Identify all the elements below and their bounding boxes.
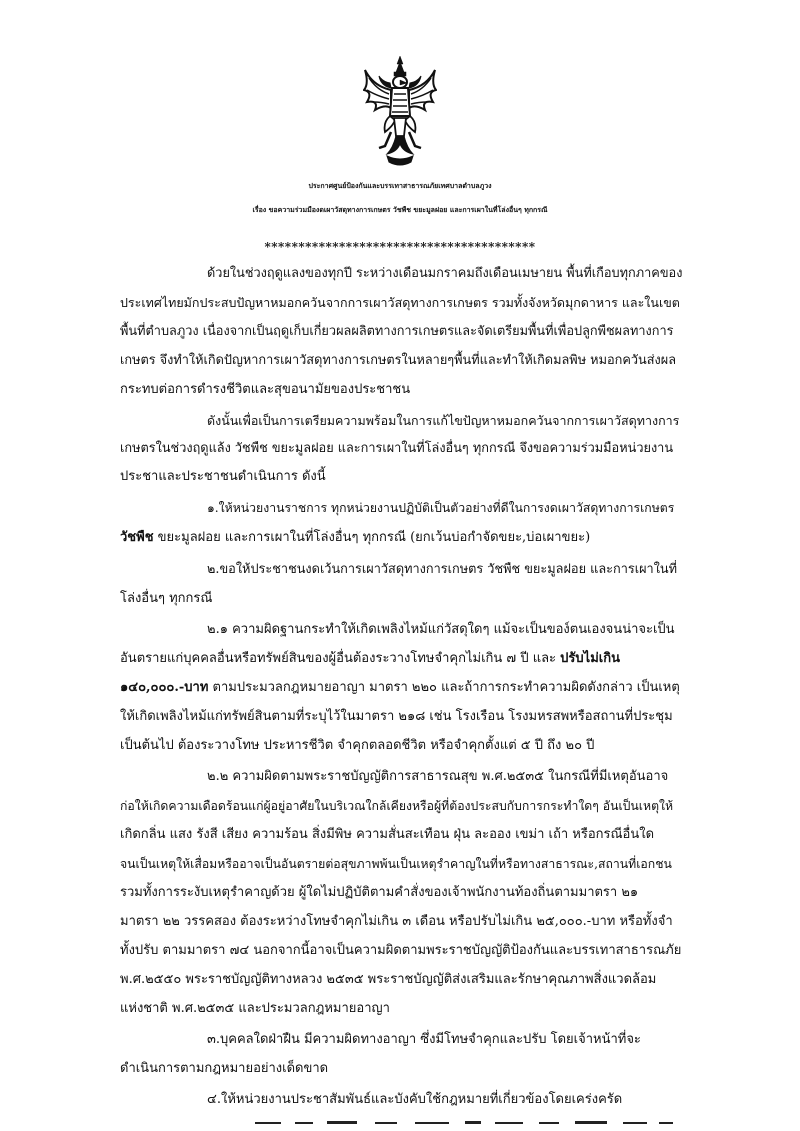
garuda-emblem-icon (363, 56, 437, 168)
bold-text: ปรับไม่เกิน (560, 651, 620, 666)
item-2-2-line: พ.ศ.๒๕๕๐ พระราชบัญญัติทางหลวง ๒๕๓๕ พระราชบัญญัติส่งเสริมและรักษาคุณภาพสิ่งแวดล้อม (120, 972, 657, 987)
item-2-2-line: แห่งชาติ พ.ศ.๒๕๓๕ และประมวลกฎหมายอาญา (120, 1001, 390, 1016)
item-2-2-line: รวมทั้งการระงับเหตุรำคาญด้วย ผู้ใดไม่ปฏิบัติตามคำสั่งของเจ้าพนักงานท้องถิ่นตามมาตรา ๒๑ (120, 885, 639, 900)
item-2-line: โล่งอื่นๆ ทุกกรณี (120, 591, 213, 606)
announcement-subject: เรื่อง ขอความร่วมมืองดเผาวัสดุทางการเกษตร วัชพืช ขยะมูลฝอย และการเผาในที่โล่งอื่นๆ ทุกกรณี (252, 205, 548, 214)
body-line: ประชาและประชาชนดำเนินการ ดังนี้ (120, 469, 326, 484)
announcement-title: ประกาศศูนย์ป้องกันและบรรเทาสาธารณภัยเทศบาลตำบลภูวง (308, 181, 492, 190)
body-line: กระทบต่อการดำรงชีวิตและสุขอนามัยของประชาชน (120, 382, 411, 397)
item-3-line: ๓.บุคคลใดฝ่าฝืน มีความผิดทางอาญา ซึ่งมีโทษจำคุกและปรับ โดยเจ้าหน้าที่จะ (207, 1032, 641, 1047)
body-line: เกษตร จึงทำให้เกิดปัญหาการเผาวัสดุทางการเกษตรในหลายๆพื้นที่และทำให้เกิดมลพิษ หมอกควันส่งผล (120, 353, 677, 368)
item-2-2-line: มาตรา ๒๒ วรรคสอง ต้องระหว่างโทษจำคุกไม่เกิน ๓ เดือน หรือปรับไม่เกิน ๒๕,๐๐๐.-บาท หรือทั้งจำ (120, 914, 673, 929)
body-line: ดังนั้นเพื่อเป็นการเตรียมความพร้อมในการแก้ไขปัญหาหมอกควันจากการเผาวัสดุทางการ (207, 413, 680, 428)
item-2-2-line: เกิดกลิ่น แสง รังสี เสียง ความร้อน สิ่งมีพิษ ความสั่นสะเทือน ฝุ่น ละออง เขม่า เถ้า หรือกรณีอื่นใด (120, 827, 655, 842)
item-4-line: ๔.ให้หน่วยงานประชาสัมพันธ์และบังคับใช้กฎหมายที่เกี่ยวข้องโดยเคร่งครัด (207, 1092, 623, 1107)
body-line: พื้นที่ตำบลภูวง เนื่องจากเป็นฤดูเก็บเกี่ยวผลผลิตทางการเกษตรและจัดเตรียมพื้นที่เพื่อปลูกพืชผลทางการ (120, 324, 674, 339)
item-2-line: ๒.ขอให้ประชาชนงดเว้นการเผาวัสดุทางการเกษตร วัชพืช ขยะมูลฝอย และการเผาในที่ (207, 562, 678, 577)
item-2-1-line: ๒.๑ ความผิดฐานกระทำให้เกิดเพลิงไหม้แก่วัสดุใดๆ แม้จะเป็นของ์ตนเองจนน่าจะเป็น (207, 622, 675, 637)
item-2-2-line: ๒.๒ ความผิดตามพระราชบัญญัติการสาธารณสุข พ.ศ.๒๕๓๕ ในกรณีที่มีเหตุอันอาจ (207, 769, 669, 784)
item-2-1-line: ให้เกิดเพลิงไหม้แก่ทรัพย์สินตามที่ระบุไว้ในมาตรา ๒๑๘ เช่น โรงเรือน โรงมหรสพหรือสถานที่ประชุม (120, 709, 673, 724)
item-2-2-line: ทั้งปรับ ตามมาตรา ๗๔ นอกจากนี้อาจเป็นความผิดตามพระราชบัญญัติป้องกันและบรรเทาสาธารณภัย (120, 943, 682, 958)
separator-line: **************************************** (264, 240, 536, 254)
item-2-1-line (120, 678, 680, 698)
body-line: ด้วยในช่วงฤดูแลงของทุกปี ระหว่างเดือนมกราคมถึงเดือนเมษายน พื้นที่เกือบทุกภาคของ (207, 266, 683, 281)
body-text: ขยะมูลฝอย และการเผาในที่โล่งอื่นๆ ทุกกรณี (ยกเว้นบ่อกำจัดขยะ,บ่อเผาขยะ) (153, 530, 591, 545)
bold-text: ๑๔๐,๐๐๐.-บาท (120, 680, 209, 695)
item-2-2-line: จนเป็นเหตุให้เสื่อมหรืออาจเป็นอันตรายต่อสุขภาพพ้นเป็นเหตุรำคาญในที่หรือทางสาธารณะ,สถานที่เอกชน (120, 857, 672, 871)
body-line: ประเทศไทยมักประสบปัญหาหมอกควันจากการเผาวัสดุทางการเกษตร รวมทั้งจังหวัดมุกดาหาร และในเขต (120, 295, 680, 310)
cut-off-text-fragment (255, 1120, 675, 1124)
body-line: เกษตรในช่วงฤดูแล้ง วัชพืช ขยะมูลฝอย และการเผาในที่โล่งอื่นๆ ทุกกรณี จึงขอความร่วมมือหน่วยงาน (120, 441, 674, 456)
item-1-line: ๑.ให้หน่วยงานราชการ ทุกหน่วยงานปฏิบัติเป็นตัวอย่างที่ดีในการงดเผาวัสดุทางการเกษตร (207, 501, 675, 515)
item-2-1-line (120, 649, 620, 669)
item-2-1-line: เป็นต้นไป ต้องระวางโทษ ประหารชีวิต จำคุกตลอดชีวิต หรือจำคุกตั้งแต่ ๕ ปี ถึง ๒๐ ปี (120, 738, 595, 753)
bold-text: วัชพืช (120, 530, 154, 545)
item-2-2-line: ก่อให้เกิดความเดือดร้อนแก่ผู้อยู่อาศัยในบริเวณใกล้เคียงหรือผู้ที่ต้องประสบกับการกระทำใดๆ อันเป็นเหตุให้ (120, 799, 674, 813)
item-3-line: ดำเนินการตามกฎหมายอย่างเด็ดขาด (120, 1061, 329, 1076)
body-text: ตามประมวลกฎหมายอาญา มาตรา ๒๒๐ และถ้าการกระทำความผิดดังกล่าว เป็นเหตุ (208, 680, 680, 695)
body-text: อันตรายแก่บุคคลอื่นหรือทรัพย์สินของผู้อื่นต้องระวางโทษจำคุกไม่เกิน ๗ ปี และ (120, 651, 561, 666)
item-1-line (120, 528, 590, 548)
